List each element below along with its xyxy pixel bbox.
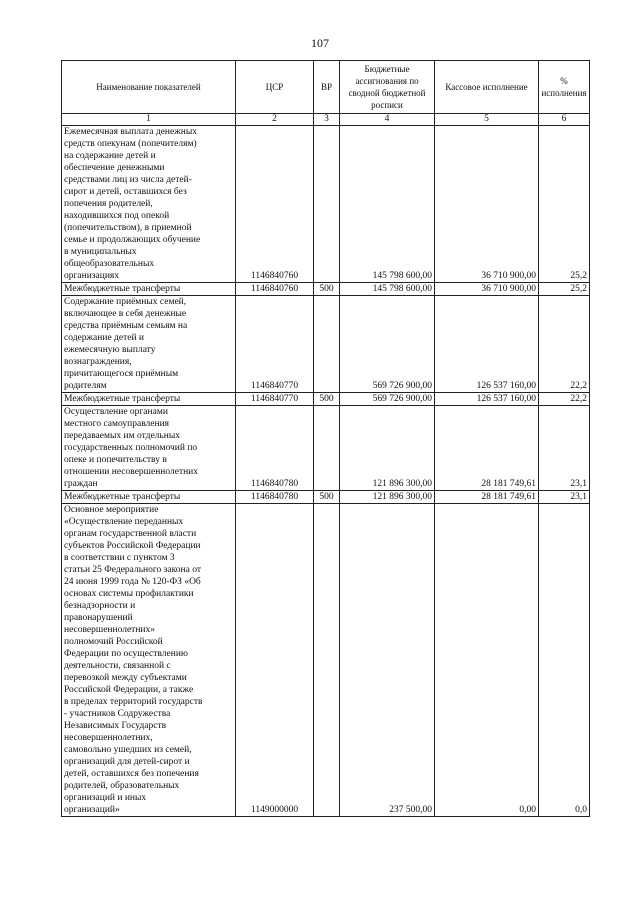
column-number: 2 [236, 114, 314, 126]
csr-code: 1149000000 [236, 504, 314, 817]
budget-execution-table [61, 60, 590, 817]
table-row [62, 283, 590, 296]
csr-code: 1146840760 [236, 283, 314, 296]
budget-amount: 569 726 900,00 [340, 296, 435, 393]
indicator-name: Ежемесячная выплата денежных средств опекунам (попечителям) на содержание детей и обеспечение денежными средствами лиц из числа детей- сирот и детей, оставшихся без попечения родителей, находившихся под опекой (попечительством), в приемной семье и продолжающих обучение в муниципальных общеобразовательных организациях [62, 126, 236, 283]
cash-amount: 36 710 900,00 [435, 283, 539, 296]
indicator-name: Содержание приёмных семей, включающее в себя денежные средства приёмным семьям на содержание детей и ежемесячную выплату вознаграждения, причитающегося приёмным родителям [62, 296, 236, 393]
column-number: 1 [62, 114, 236, 126]
execution-percent: 25,2 [539, 126, 590, 283]
header-cash-execution: Кассовое исполнение [435, 61, 539, 114]
header-execution-percent: % исполнения [539, 61, 590, 114]
budget-amount: 145 798 600,00 [340, 126, 435, 283]
table-header-row [62, 61, 590, 114]
execution-percent: 0,0 [539, 504, 590, 817]
header-indicator-name: Наименование показателей [62, 61, 236, 114]
column-number: 6 [539, 114, 590, 126]
vr-code: 500 [314, 393, 340, 406]
cash-amount: 36 710 900,00 [435, 126, 539, 283]
vr-code [314, 406, 340, 491]
indicator-name: Межбюджетные трансферты [62, 393, 236, 406]
execution-percent: 22,2 [539, 296, 590, 393]
execution-percent: 25,2 [539, 283, 590, 296]
budget-amount: 121 896 300,00 [340, 406, 435, 491]
column-number-row [62, 114, 590, 126]
execution-percent: 22,2 [539, 393, 590, 406]
cash-amount: 126 537 160,00 [435, 296, 539, 393]
cash-amount: 28 181 749,61 [435, 406, 539, 491]
vr-code [314, 296, 340, 393]
table-row [62, 406, 590, 491]
budget-amount: 569 726 900,00 [340, 393, 435, 406]
header-vr: ВР [314, 61, 340, 114]
vr-code: 500 [314, 283, 340, 296]
budget-amount: 145 798 600,00 [340, 283, 435, 296]
indicator-name: Межбюджетные трансферты [62, 491, 236, 504]
column-number: 5 [435, 114, 539, 126]
cash-amount: 0,00 [435, 504, 539, 817]
table-row [62, 504, 590, 817]
execution-percent: 23,1 [539, 491, 590, 504]
csr-code: 1146840760 [236, 126, 314, 283]
header-csr: ЦСР [236, 61, 314, 114]
vr-code: 500 [314, 491, 340, 504]
indicator-name: Основное мероприятие «Осуществление переданных органам государственной власти субъектов Российской Федерации в соответствии с пунктом 3 статьи 25 Федерального закона от 24 июня 1999 года № 120-ФЗ «Об основах системы профилактики безнадзорности и правонарушений несовершеннолетних» полномочий Российской Федерации по осуществлению деятельности, связанной с перевозкой между субъектами Российской Федерации, а также в пределах территорий государств - участников Содружества Независимых Государств несовершеннолетних, самовольно ушедших из семей, организаций для детей-сирот и детей, оставшихся без попечения родителей, образовательных организаций и иных организаций» [62, 504, 236, 817]
csr-code: 1146840770 [236, 296, 314, 393]
column-number: 4 [340, 114, 435, 126]
table-row [62, 126, 590, 283]
csr-code: 1146840780 [236, 491, 314, 504]
column-number: 3 [314, 114, 340, 126]
execution-percent: 23,1 [539, 406, 590, 491]
csr-code: 1146840780 [236, 406, 314, 491]
budget-amount: 237 500,00 [340, 504, 435, 817]
vr-code [314, 126, 340, 283]
table-row [62, 296, 590, 393]
cash-amount: 126 537 160,00 [435, 393, 539, 406]
table-row [62, 393, 590, 406]
header-budget-allocations: Бюджетные ассигнования по сводной бюджетной росписи [340, 61, 435, 114]
page-number: 107 [311, 36, 329, 50]
budget-amount: 121 896 300,00 [340, 491, 435, 504]
indicator-name: Межбюджетные трансферты [62, 283, 236, 296]
vr-code [314, 504, 340, 817]
csr-code: 1146840770 [236, 393, 314, 406]
indicator-name: Осуществление органами местного самоуправления передаваемых им отдельных государственных полномочий по опеке и попечительству в отношении несовершеннолетних граждан [62, 406, 236, 491]
table-row [62, 491, 590, 504]
cash-amount: 28 181 749,61 [435, 491, 539, 504]
